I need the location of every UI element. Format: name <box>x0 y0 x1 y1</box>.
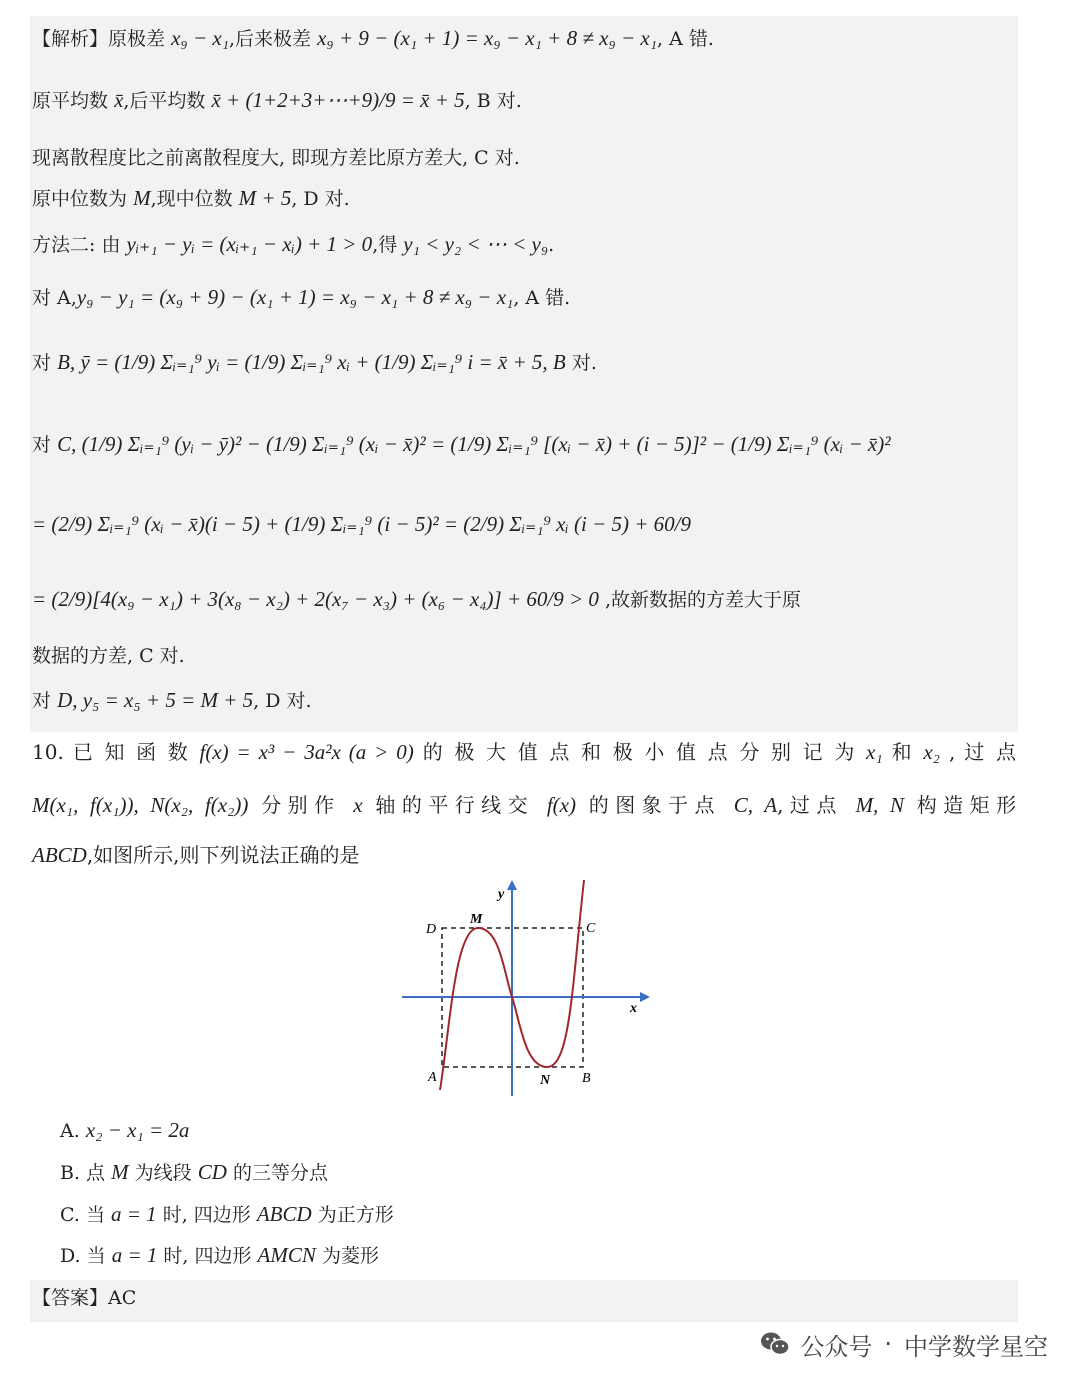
question-line-2: M(x₁, f(x₁)), N(x₂, f(x₂)) 分别作 x 轴的平行线交 f(x) 的图象于点 C, A,过点 M, N 构造矩形 <box>32 793 1017 817</box>
analysis-line-7: 对 B, ȳ = (1/9) Σᵢ₌₁⁹ yᵢ = (1/9) Σᵢ₌₁⁹ xᵢ + (1/9) Σᵢ₌₁⁹ i = x̄ + 5, B 对. <box>32 350 597 374</box>
watermark <box>760 1324 1048 1364</box>
label-y-axis: y <box>498 887 505 902</box>
analysis-line-6: 对 A,y₉ − y₁ = (x₉ + 9) − (x₁ + 1) = x₉ − x₁ + 8 ≠ x₉ − x₁, A 错. <box>32 285 571 309</box>
option-b[interactable]: B. 点 M 为线段 CD 的三等分点 <box>60 1160 328 1184</box>
analysis-line-2: 原平均数 x̄,后平均数 x̄ + (1+2+3+⋯+9)/9 = x̄ + 5, B 对. <box>32 88 522 112</box>
answer-value: AC <box>108 1287 137 1309</box>
analysis-line-4: 原中位数为 M,现中位数 M + 5, D 对. <box>32 186 350 210</box>
analysis-line-3: 现离散程度比之前离散程度大, 即现方差比原方差大, C 对. <box>32 147 520 169</box>
analysis-line-5: 方法二: 由 yᵢ₊₁ − yᵢ = (xᵢ₊₁ − xᵢ) + 1 > 0,得 y₁ < y₂ < ⋯ < y₉. <box>32 232 555 256</box>
option-d[interactable]: D. 当 a = 1 时, 四边形 AMCN 为菱形 <box>60 1243 379 1267</box>
analysis-line-1: 【解析】原极差 x₉ − x₁,后来极差 x₉ + 9 − (x₁ + 1) = x₉ − x₁ + 8 ≠ x₉ − x₁, A 错. <box>32 26 714 50</box>
label-x-axis: x <box>630 1001 637 1016</box>
analysis-line-8: 对 C, (1/9) Σᵢ₌₁⁹ (yᵢ − ȳ)² − (1/9) Σᵢ₌₁⁹ (xᵢ − x̄)² = (1/9) Σᵢ₌₁⁹ [(xᵢ − x̄) + (i − 5)]² − (1/9) Σᵢ₌₁⁹ (xᵢ − x̄)² <box>32 432 891 456</box>
answer-line <box>32 1284 136 1312</box>
analysis-line-12: 对 D, y₅ = x₅ + 5 = M + 5, D 对. <box>32 688 312 712</box>
wechat-icon <box>760 1331 790 1357</box>
label-c: C <box>586 921 596 936</box>
analysis-line-9: = (2/9) Σᵢ₌₁⁹ (xᵢ − x̄)(i − 5) + (1/9) Σᵢ₌₁⁹ (i − 5)² = (2/9) Σᵢ₌₁⁹ xᵢ (i − 5) + 60/9 <box>32 512 691 536</box>
watermark-account: 中学数学星空 <box>904 1332 1048 1361</box>
label-b: B <box>582 1071 591 1086</box>
option-a[interactable]: A. x₂ − x₁ = 2a <box>60 1118 190 1142</box>
question-number: 10. 已 知 函 数 <box>32 740 191 764</box>
answer-panel <box>30 1280 1018 1322</box>
question-line-3: ABCD,如图所示,则下列说法正确的是 <box>32 843 360 867</box>
answer-tag: 【答案】 <box>32 1287 109 1309</box>
analysis-tag: 【解析】 <box>32 28 109 50</box>
x-axis-arrow <box>640 992 650 1002</box>
cubic-function-graph <box>400 878 650 1098</box>
analysis-line-11: 数据的方差, C 对. <box>32 645 185 667</box>
label-a: A <box>428 1070 437 1085</box>
watermark-separator: · <box>884 1330 892 1358</box>
option-c[interactable]: C. 当 a = 1 时, 四边形 ABCD 为正方形 <box>60 1202 394 1226</box>
analysis-line-10: = (2/9)[4(x₉ − x₁) + 3(x₈ − x₂) + 2(x₇ − x₃) + (x₆ − x₄)] + 60/9 > 0 ,故新数据的方差大于原 <box>32 587 801 611</box>
label-d: D <box>426 922 437 937</box>
label-n: N <box>540 1073 551 1088</box>
label-m: M <box>470 912 483 927</box>
y-axis-arrow <box>507 880 517 890</box>
question-line-1: 10. 已 知 函 数 f(x) = x³ − 3a²x (a > 0) 的 极 大 值 点 和 极 小 值 点 分 别 记 为 x₁ 和 x₂ , 过 点 <box>32 740 1017 764</box>
watermark-label: 公众号 <box>800 1332 873 1361</box>
